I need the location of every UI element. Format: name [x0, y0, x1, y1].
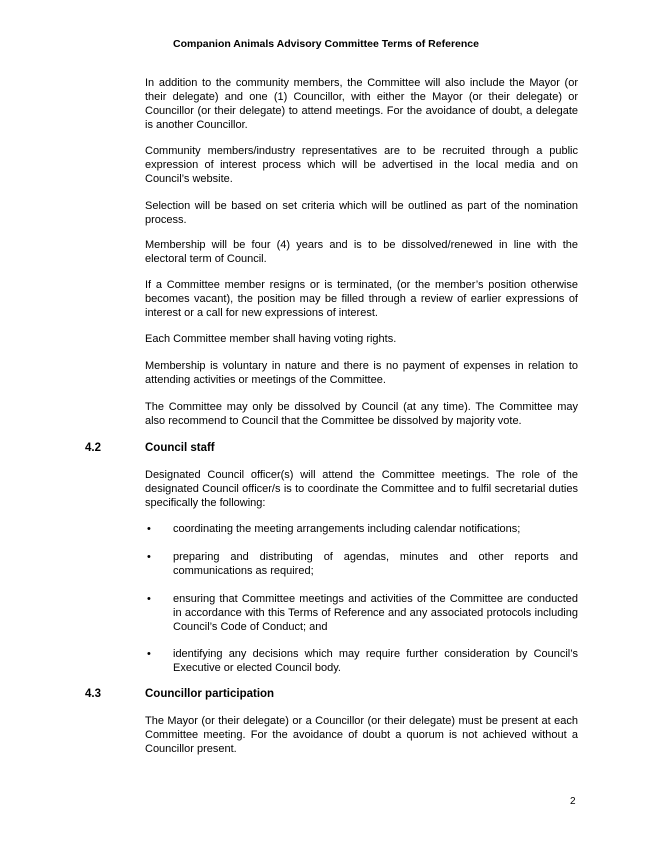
section-4-3-paragraph: The Mayor (or their delegate) or a Councillor (or their delegate) must be present at each Committee meeting. For the avoidance of doubt a quorum is not achieved without a Councillor present.: [145, 715, 578, 755]
membership-paragraph-2: Community members/industry representatives are to be recruited through a public expression of interest process which will be advertised in the local media and on Council’s website.: [145, 145, 578, 185]
membership-paragraph-5: If a Committee member resigns or is terminated, (or the member’s position otherwise becomes vacant), the position may be filled through a review of earlier expressions of interest or a call for new expressions of interest.: [145, 279, 578, 319]
bullet-item: [145, 550, 578, 578]
bullet-text: ensuring that Committee meetings and activities of the Committee are conducted in accordance with this Terms of Reference and any associated protocols including Council’s Code of Conduct; and: [173, 593, 578, 633]
bullet-symbol: •: [147, 593, 151, 605]
bullet-item: [145, 592, 578, 634]
membership-paragraph-1: In addition to the community members, the Committee will also include the Mayor (or their delegate) and one (1) Councillor, with either the Mayor (or their delegate) or Councillor (or their delegate) to attend meetings. For the avoidance of doubt, a delegate is another Councillor.: [145, 77, 578, 131]
membership-paragraph-7: Membership is voluntary in nature and there is no payment of expenses in relation to attending activities or meetings of the Committee.: [145, 360, 578, 386]
bullet-symbol: •: [147, 523, 151, 535]
bullet-text: identifying any decisions which may require further consideration by Council’s Executive or elected Council body.: [173, 648, 578, 674]
bullet-text: coordinating the meeting arrangements including calendar notifications;: [173, 523, 521, 535]
section-4-2-number: 4.2: [85, 442, 101, 454]
membership-paragraph-8: The Committee may only be dissolved by Council (at any time). The Committee may also recommend to Council that the Committee be dissolved by majority vote.: [145, 401, 578, 427]
bullet-symbol: •: [147, 648, 151, 660]
section-4-3-title: Councillor participation: [145, 688, 275, 700]
membership-paragraph-6: Each Committee member shall having voting rights.: [145, 333, 397, 345]
bullet-item: [145, 522, 578, 536]
section-4-3-number: 4.3: [85, 688, 101, 700]
membership-paragraph-3: Selection will be based on set criteria which will be outlined as part of the nomination process.: [145, 200, 578, 226]
section-4-2-intro: Designated Council officer(s) will attend the Committee meetings. The role of the designated Council officer/s is to coordinate the Committee and to fulfil secretarial duties specifically the following:: [145, 469, 578, 509]
bullet-symbol: •: [147, 551, 151, 563]
membership-paragraph-4: Membership will be four (4) years and is to be dissolved/renewed in line with the electoral term of Council.: [145, 239, 578, 265]
page-number: 2: [570, 796, 576, 807]
bullet-text: preparing and distributing of agendas, minutes and other reports and communications as required;: [173, 551, 578, 577]
section-4-2-title: Council staff: [145, 442, 215, 454]
bullet-item: [145, 647, 578, 675]
page-header-title: Companion Animals Advisory Committee Terms of Reference: [173, 38, 479, 50]
